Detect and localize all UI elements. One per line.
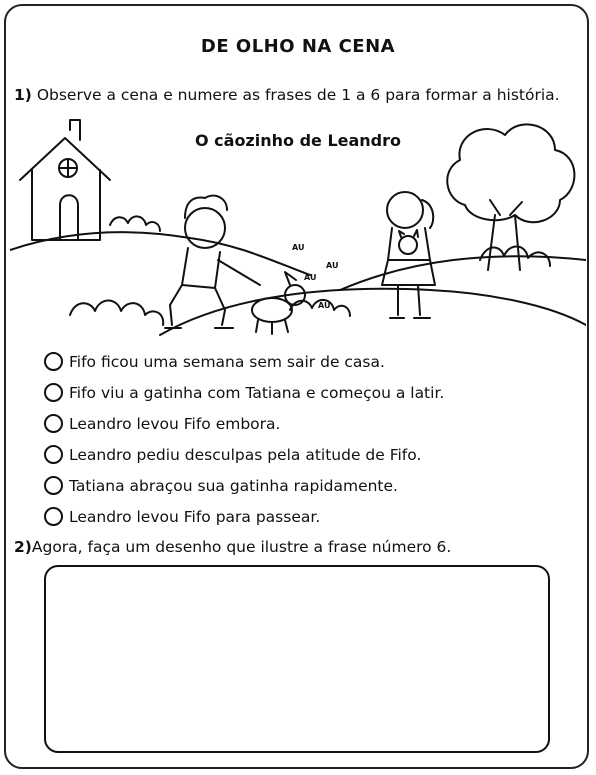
boy-drawing — [165, 196, 260, 328]
bark-sound-4: AU — [318, 301, 331, 310]
question-1-text: Observe a cena e numere as frases de 1 a 6 para formar a história. — [36, 86, 560, 104]
bark-sound-2: AU — [304, 273, 317, 282]
sentence-text: Leandro levou Fifo embora. — [69, 414, 281, 433]
sentence-text: Leandro levou Fifo para passear. — [69, 507, 321, 526]
question-2-prompt — [14, 538, 451, 556]
number-circle-input[interactable] — [44, 507, 63, 526]
number-circle-input[interactable] — [44, 352, 63, 371]
number-circle-input[interactable] — [44, 445, 63, 464]
sentence-text: Tatiana abraçou sua gatinha rapidamente. — [69, 476, 398, 495]
hill-left — [10, 232, 310, 275]
number-circle-input[interactable] — [44, 414, 63, 433]
dog-drawing — [252, 272, 305, 334]
sentence-text: Fifo ficou uma semana sem sair de casa. — [69, 352, 385, 371]
question-2-number: 2) — [14, 538, 32, 556]
sentence-options-list — [44, 346, 444, 532]
girl-drawing — [382, 192, 435, 318]
sentence-text: Leandro pediu desculpas pela atitude de Fifo. — [69, 445, 422, 464]
sentence-option — [44, 377, 444, 408]
question-2-text: Agora, faça um desenho que ilustre a frase número 6. — [31, 538, 452, 556]
number-circle-input[interactable] — [44, 383, 63, 402]
story-title: O cãozinho de Leandro — [194, 131, 402, 150]
bush-by-house — [110, 216, 160, 231]
page-title: DE OLHO NA CENA — [200, 36, 396, 57]
sentence-text: Fifo viu a gatinha com Tatiana e começou a latir. — [69, 383, 445, 402]
sentence-option — [44, 408, 444, 439]
drawing-area[interactable] — [44, 565, 550, 753]
bark-sound-1: AU — [292, 243, 305, 252]
sentence-option — [44, 439, 444, 470]
bush-left — [70, 301, 163, 326]
bark-sound-3: AU — [326, 261, 339, 270]
question-1-prompt — [14, 86, 560, 104]
sentence-option — [44, 470, 444, 501]
number-circle-input[interactable] — [44, 476, 63, 495]
question-1-number: 1) — [14, 86, 32, 104]
sentence-option — [44, 346, 444, 377]
sentence-option — [44, 501, 444, 532]
